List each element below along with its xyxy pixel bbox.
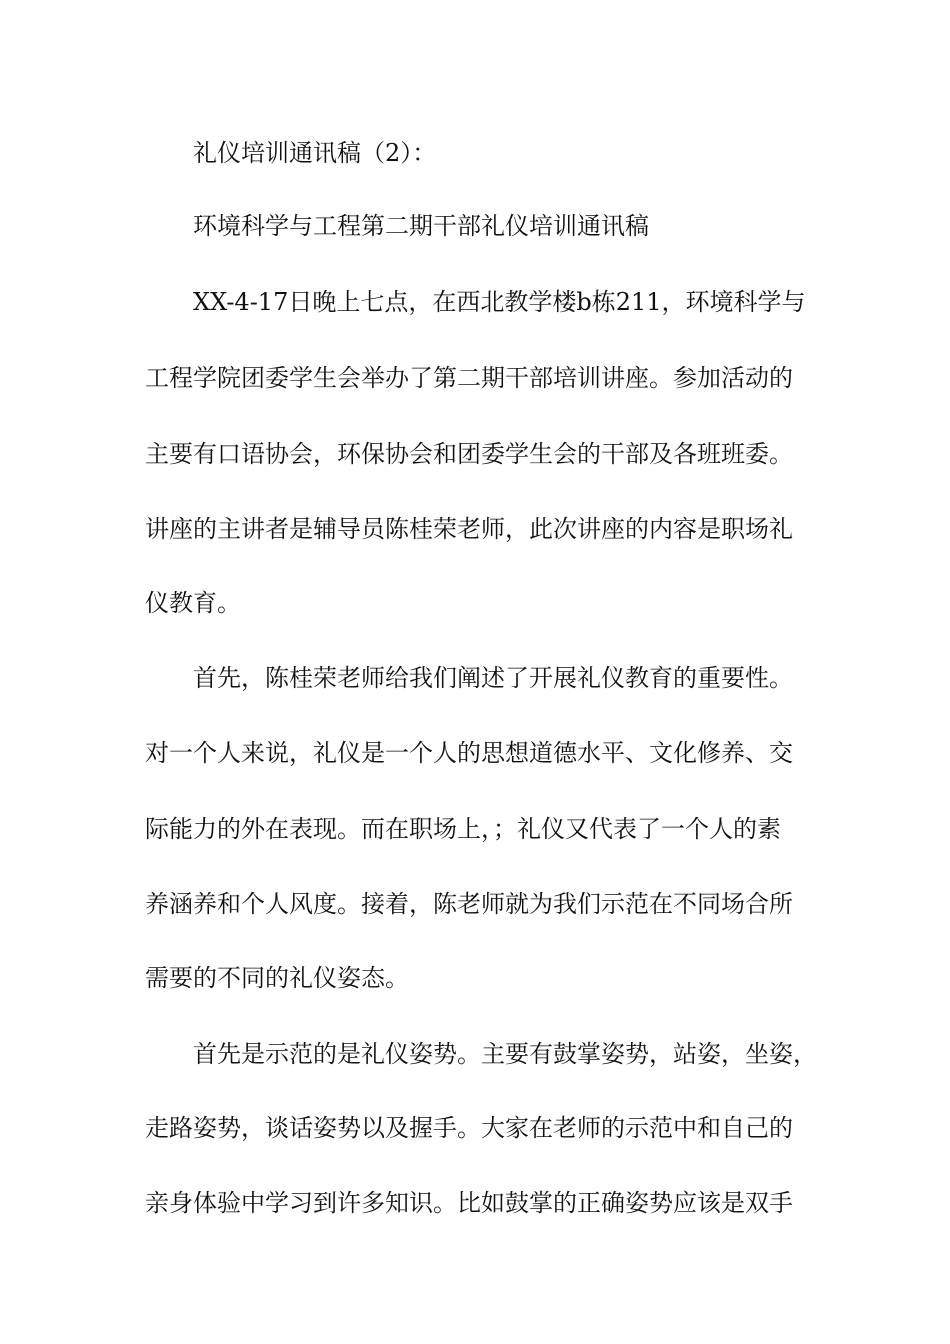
paragraph-line: 讲座的主讲者是辅导员陈桂荣老师，此次讲座的内容是职场礼 — [145, 515, 793, 543]
paragraph-line: 对一个人来说，礼仪是一个人的思想道德水平、文化修养、交 — [145, 739, 793, 767]
paragraph-line: 首先是示范的是礼仪姿势。主要有鼓掌姿势，站姿，坐姿， — [193, 1040, 817, 1068]
document-subtitle: 环境科学与工程第二期干部礼仪培训通讯稿 — [193, 212, 649, 240]
paragraph-line: 仪教育。 — [145, 589, 241, 617]
paragraph-line: 养涵养和个人风度。接着，陈老师就为我们示范在不同场合所 — [145, 890, 793, 918]
paragraph-line: 主要有口语协会，环保协会和团委学生会的干部及各班班委。 — [145, 440, 793, 468]
paragraph-line: 工程学院团委学生会举办了第二期干部培训讲座。参加活动的 — [145, 364, 793, 392]
paragraph-line: 走路姿势，谈话姿势以及握手。大家在老师的示范中和自己的 — [145, 1114, 793, 1142]
document-title: 礼仪培训通讯稿（2）： — [193, 139, 437, 167]
paragraph-line: 首先，陈桂荣老师给我们阐述了开展礼仪教育的重要性。 — [193, 664, 793, 692]
paragraph-line: 际能力的外在表现。而在职场上，；礼仪又代表了一个人的素 — [145, 815, 781, 843]
paragraph-line: 亲身体验中学习到许多知识。比如鼓掌的正确姿势应该是双手 — [145, 1189, 793, 1217]
paragraph-line: 需要的不同的礼仪姿态。 — [145, 964, 409, 992]
paragraph-line: XX-4-17日晚上七点，在西北教学楼b栋211，环境科学与 — [193, 288, 806, 316]
